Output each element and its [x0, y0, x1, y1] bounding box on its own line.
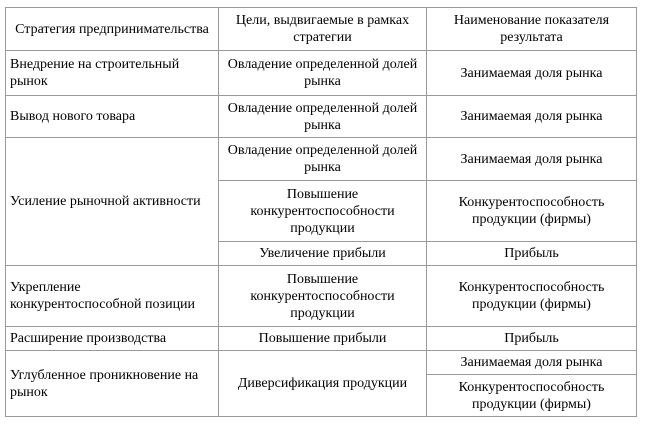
goal-cell: Повышение конкурентоспособности продукции [219, 266, 427, 327]
strategy-cell: Внедрение на строительный рынок [6, 51, 219, 96]
indicator-cell: Занимаемая доля рынка [427, 96, 637, 138]
strategy-table [5, 7, 637, 417]
goal-cell: Повышение прибыли [219, 327, 427, 351]
table-row [6, 96, 637, 138]
strategy-table-container [5, 7, 637, 417]
table-row [6, 51, 637, 96]
table-row [6, 327, 637, 351]
header-strategy: Стратегия предпринимательства [6, 8, 219, 51]
header-row [6, 8, 637, 51]
indicator-cell: Конкурентоспособность продукции (фирмы) [427, 181, 637, 242]
strategy-cell: Расширение производства [6, 327, 219, 351]
goal-cell: Овладение определенной долей рынка [219, 51, 427, 96]
strategy-cell: Вывод нового товара [6, 96, 219, 138]
indicator-cell: Прибыль [427, 242, 637, 266]
indicator-cell: Конкурентоспособность продукции (фирмы) [427, 375, 637, 417]
goal-cell: Овладение определенной долей рынка [219, 96, 427, 138]
strategy-cell: Усиление рыночной активности [6, 138, 219, 266]
strategy-cell: Углубленное проникновение на рынок [6, 351, 219, 417]
indicator-cell: Занимаемая доля рынка [427, 51, 637, 96]
goal-cell: Увеличение прибыли [219, 242, 427, 266]
header-indicator: Наименование показателя результата [427, 8, 637, 51]
table-row [6, 138, 637, 181]
strategy-cell: Укрепление конкурентоспособной позиции [6, 266, 219, 327]
indicator-cell: Конкурентоспособность продукции (фирмы) [427, 266, 637, 327]
indicator-cell: Занимаемая доля рынка [427, 138, 637, 181]
indicator-cell: Прибыль [427, 327, 637, 351]
goal-cell: Повышение конкурентоспособности продукции [219, 181, 427, 242]
goal-cell: Диверсификация продукции [219, 351, 427, 417]
table-row [6, 351, 637, 375]
goal-cell: Овладение определенной долей рынка [219, 138, 427, 181]
indicator-cell: Занимаемая доля рынка [427, 351, 637, 375]
header-goals: Цели, выдвигаемые в рамках стратегии [219, 8, 427, 51]
table-row [6, 266, 637, 327]
